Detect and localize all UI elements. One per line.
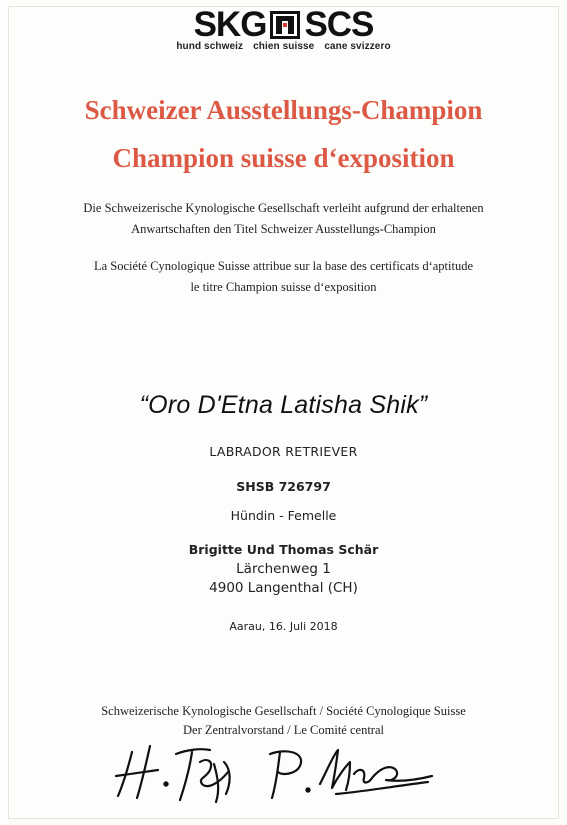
issue-date: Aarau, 16. Juli 2018 [229, 620, 338, 633]
owner-street: Lärchenweg 1 [236, 561, 331, 577]
footer-board: Der Zentralvorstand / Le Comité central [183, 723, 384, 737]
paragraph-french-line2: le titre Champion suisse d‘exposition [190, 280, 377, 294]
title-french: Champion suisse d‘exposition [112, 143, 455, 173]
logo-right-text: SCS [304, 5, 374, 44]
swiss-cross-dog-icon [269, 10, 301, 40]
registration-number: SHSB 726797 [236, 479, 331, 494]
logo-left-text: SKG [193, 5, 267, 44]
paragraph-french-line1: La Société Cynologique Suisse attribue sur la base des certificats d‘aptitude [93, 259, 474, 273]
signature-left [116, 746, 230, 802]
signatures [110, 738, 440, 808]
owner-city: 4900 Langenthal (CH) [209, 580, 358, 596]
dog-sex: Hündin - Femelle [230, 508, 337, 523]
title-german: Schweizer Ausstellungs-Champion [84, 95, 483, 125]
skg-scs-logo [0, 6, 567, 52]
logo-subtitle-it: cane svizzero [324, 41, 391, 52]
paragraph-french [0, 256, 567, 298]
logo-subtitle-fr: chien suisse [253, 41, 315, 52]
paragraph-german-line2: Anwartschaften den Titel Schweizer Ausstellungs-Champion [131, 222, 436, 236]
signature-right [270, 750, 432, 798]
logo-subtitle-de: hund schweiz [176, 41, 244, 52]
paragraph-german-line1: Die Schweizerische Kynologische Gesellschaft verleiht aufgrund der erhaltenen [83, 201, 484, 215]
owner-name: Brigitte Und Thomas Schär [188, 542, 379, 557]
dog-name: “Oro D'Etna Latisha Shik” [139, 391, 428, 419]
paragraph-german [0, 198, 567, 240]
footer-organization: Schweizerische Kynologische Gesellschaft / Société Cynologique Suisse [101, 704, 466, 718]
dog-breed: LABRADOR RETRIEVER [209, 444, 358, 459]
